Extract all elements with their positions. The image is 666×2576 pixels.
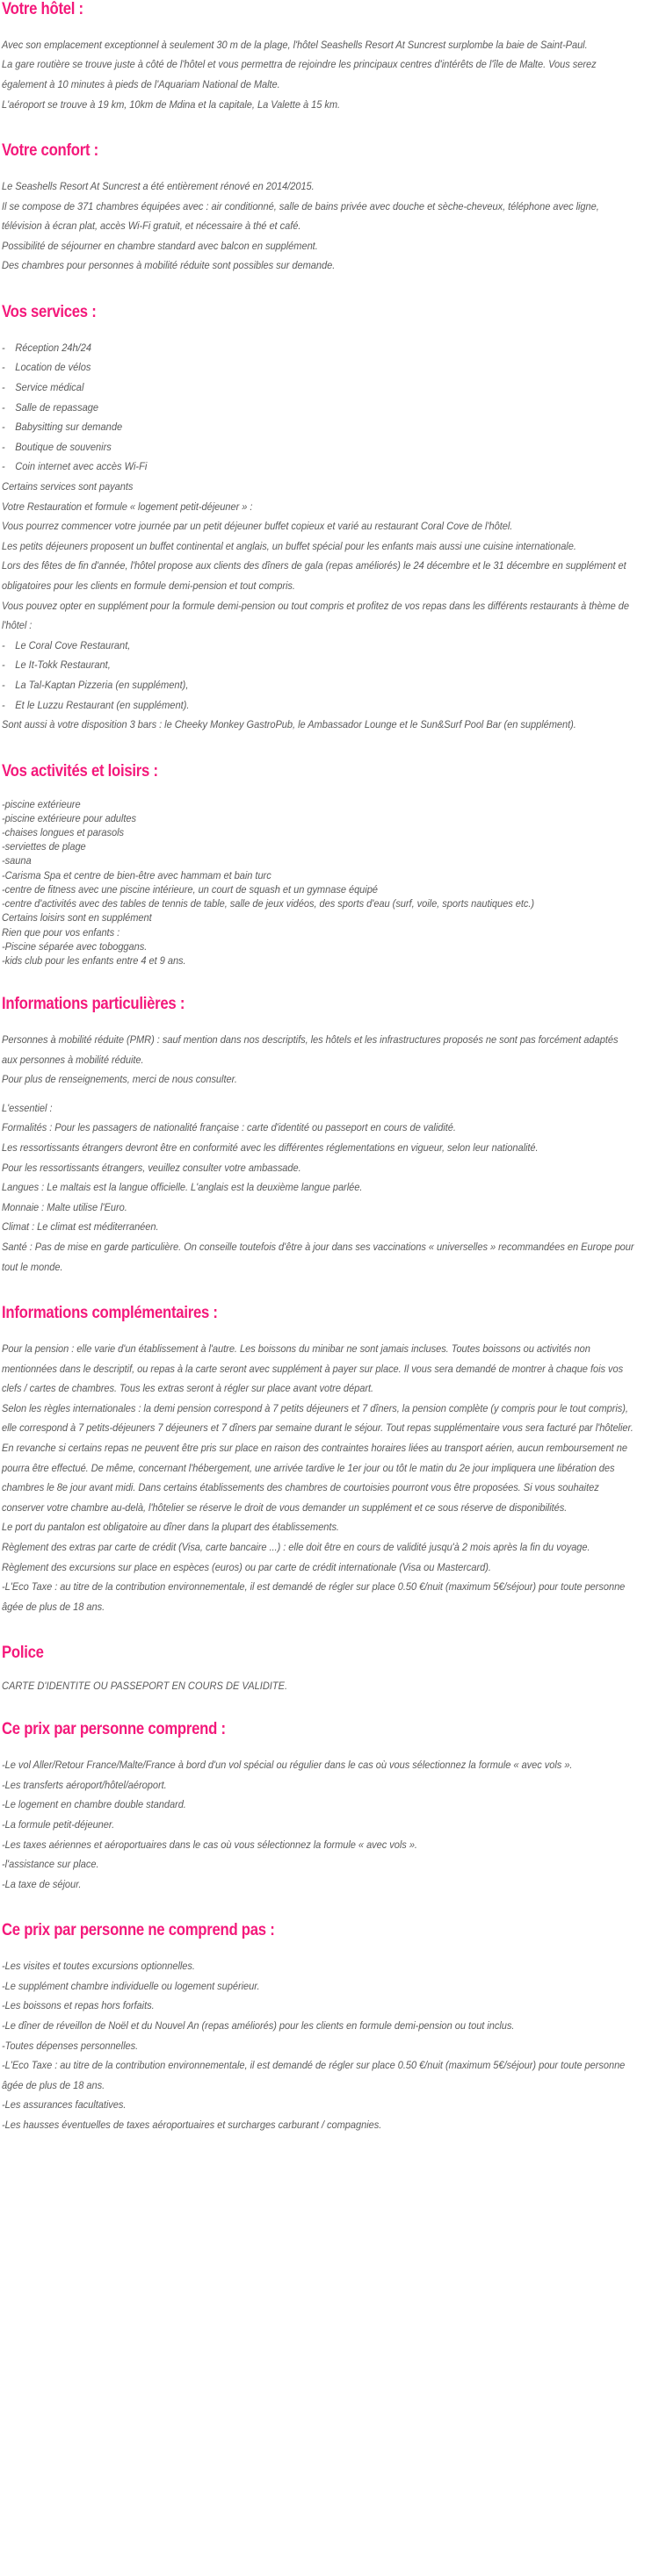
prix-ne-comprend-pas-item-1: -Les visites et toutes excursions optionnelles. [2, 1961, 195, 1973]
list-item [2, 339, 634, 359]
prix-comprend-item-3: -Le logement en chambre double standard. [2, 1799, 186, 1811]
services-restauration-p1: Vous pourrez commencer votre journée par un petit déjeuner buffet copieux et varié au restaurant Coral Cove de l'hôtel. [2, 521, 513, 533]
complementaires-excursions: Règlement des excursions sur place en espèces (euros) ou par carte de crédit internationale (Visa ou Mastercard). [2, 1561, 491, 1573]
list-item-label: Réception 24h/24 [15, 342, 92, 354]
spacer [2, 736, 664, 762]
prix-ne-comprend-pas-item-6: -L'Eco Taxe : au titre de la contribution environnementale, il est demandé de régler sur place 0.50 €/nuit (maximum 5€/séjour) pour toute personne âgée de plus de 18 ans. [2, 2060, 626, 2091]
pmr-renseignements: Pour plus de renseignements, merci de nous consulter. [2, 1074, 237, 1086]
list-item-label: Le Coral Cove Restaurant, [15, 639, 131, 651]
list-item [2, 378, 634, 399]
list-item-label: Le It-Tokk Restaurant, [15, 659, 111, 672]
section-title-informations-particulieres: Informations particulières : [2, 995, 185, 1014]
essentiel-ressortissants: Les ressortissants étrangers devront être en conformité avec les différentes réglementations en vigueur, selon leur nationalité. [2, 1142, 539, 1155]
spacer [2, 1090, 664, 1099]
dash-bullet-icon: - [2, 461, 5, 473]
spacer [2, 161, 664, 177]
spacer [2, 19, 664, 36]
confort-paragraph-1: Le Seashells Resort At Suncrest a été entièrement rénové en 2014/2015. [2, 181, 315, 193]
activites-line-3: -chaises longues et parasols [2, 827, 124, 839]
spacer [2, 1739, 664, 1756]
section-title-police: Police [2, 1644, 44, 1663]
list-item [2, 656, 634, 676]
activites-line-4: -serviettes de plage [2, 841, 86, 853]
dash-bullet-icon: - [2, 639, 5, 651]
list-item-label: Salle de repassage [15, 401, 99, 414]
essentiel-langues: Langues : Le maltais est la langue officielle. L'anglais est la deuxième langue parlée. [2, 1182, 363, 1194]
prix-comprend-item-5: -Les taxes aériennes et aéroportuaires dans le cas où vous sélectionnez la formule « avec vols ». [2, 1838, 417, 1851]
list-item-label: La Tal-Kaptan Pizzeria (en supplément), [15, 679, 189, 691]
essentiel-heading: L'essentiel : [2, 1102, 53, 1114]
prix-ne-comprend-pas-item-7: -Les assurances facultatives. [2, 2099, 127, 2112]
spacer [2, 1694, 664, 1720]
section-title-prix-ne-comprend-pas: Ce prix par personne ne comprend pas : [2, 1921, 275, 1940]
spacer [2, 1895, 664, 1921]
section-title-hotel: Votre hôtel : [2, 0, 83, 18]
spacer [2, 1940, 664, 1957]
list-item-label: Location de vélos [15, 362, 91, 374]
police-text: CARTE D'IDENTITE OU PASSEPORT EN COURS DE VALIDITE. [2, 1680, 288, 1693]
dash-bullet-icon: - [2, 342, 5, 354]
activites-line-1: -piscine extérieure [2, 798, 81, 810]
dash-bullet-icon: - [2, 699, 5, 711]
essentiel-formalites: Formalités : Pour les passagers de nationalité française : carte d'identité ou passeport en cours de validité. [2, 1122, 456, 1134]
list-item [2, 358, 634, 378]
services-restauration-p2: Les petits déjeuners proposent un buffet continental et anglais, un buffet spécial pour les enfants mais aussi une cuisine internationale. [2, 540, 576, 552]
list-item-label: Boutique de souvenirs [15, 441, 112, 453]
activites-line-10: Rien que pour vos enfants : [2, 926, 120, 939]
list-item [2, 418, 634, 438]
dash-bullet-icon: - [2, 421, 5, 434]
prix-ne-comprend-pas-item-4: -Le dîner de réveillon de Noël et du Nouvel An (repas améliorés) pour les clients en formule demi-pension ou tout inclus. [2, 2020, 515, 2033]
services-restauration-heading: Votre Restauration et formule « logement petit-déjeuner » : [2, 500, 253, 513]
activites-line-9: Certains loisirs sont en supplément [2, 912, 152, 925]
dash-bullet-icon: - [2, 362, 5, 374]
list-item [2, 457, 634, 478]
hotel-paragraph-1: Avec son emplacement exceptionnel à seulement 30 m de la plage, l'hôtel Seashells Resort At Suncrest surplombe la baie de Saint-Paul. [2, 39, 588, 51]
spacer [2, 322, 664, 339]
complementaires-eco-taxe: -L'Eco Taxe : au titre de la contribution environnementale, il est demandé de régler sur place 0.50 €/nuit (maximum 5€/séjour) pour toute personne âgée de plus de 18 ans. [2, 1581, 626, 1613]
activites-line-6: -Carisma Spa et centre de bien-être avec hammam et bain turc [2, 869, 271, 881]
spacer [2, 781, 664, 798]
section-title-informations-complementaires: Informations complémentaires : [2, 1304, 218, 1323]
prix-comprend-item-7: -La taxe de séjour. [2, 1878, 82, 1890]
list-item [2, 637, 634, 657]
dash-bullet-icon: - [2, 679, 5, 691]
prix-comprend-item-6: -l'assistance sur place. [2, 1859, 99, 1871]
essentiel-sante: Santé : Pas de mise en garde particulière. On conseille toutefois d'être à jour dans ses vaccinations « universelles » recommandées en Europe pour tout le monde. [2, 1241, 634, 1273]
list-item-label: Babysitting sur demande [15, 421, 123, 434]
essentiel-ambassade: Pour les ressortissants étrangers, veuillez consulter votre ambassade. [2, 1162, 301, 1174]
spacer [2, 1617, 664, 1644]
list-item [2, 676, 634, 696]
services-restauration-p3: Lors des fêtes de fin d'année, l'hôtel propose aux clients des dîners de gala (repas améliorés) le 24 décembre et le 31 décembre en supplément et obligatoires pour les clients en formule demi-pension et tout compris. [2, 560, 626, 592]
dash-bullet-icon: - [2, 401, 5, 414]
spacer [2, 1663, 664, 1680]
services-bars: Sont aussi à votre disposition 3 bars : le Cheeky Monkey GastroPub, le Ambassador Lounge et le Sun&Surf Pool Bar (en supplément). [2, 719, 576, 731]
complementaires-extras-carte: Règlement des extras par carte de crédit (Visa, carte bancaire ...) : elle doit être en cours de validité jusqu'à 2 mois après la fin du voyage. [2, 1541, 590, 1553]
activites-line-7: -centre de fitness avec une piscine intérieure, un court de squash et un gymnase équipé [2, 883, 378, 896]
hotel-paragraph-2: La gare routière se trouve juste à côté de l'hôtel et vous permettra de rejoindre les principaux centres d'intérêts de l'île de Malte. Vous serez également à 10 minutes à pieds de l'Aquariam National de Malte. [2, 59, 597, 91]
services-note-payants: Certains services sont payants [2, 481, 134, 493]
complementaires-pantalon: Le port du pantalon est obligatoire au dîner dans la plupart des établissements. [2, 1522, 339, 1534]
spacer [2, 277, 664, 303]
list-item [2, 399, 634, 419]
prix-ne-comprend-pas-item-5: -Toutes dépenses personnelles. [2, 2040, 139, 2052]
list-item-label: Service médical [15, 382, 84, 394]
prix-comprend-item-1: -Le vol Aller/Retour France/Malte/France à bord d'un vol spécial ou régulier dans le cas où vous sélectionnez la formule « avec vols ». [2, 1759, 573, 1772]
section-title-services: Vos services : [2, 303, 97, 322]
prix-ne-comprend-pas-item-8: -Les hausses éventuelles de taxes aéroportuaires et surcharges carburant / compagnies. [2, 2119, 382, 2131]
list-item-label: Coin internet avec accès Wi-Fi [15, 461, 148, 473]
spacer [2, 968, 664, 995]
spacer [2, 1323, 664, 1340]
dash-bullet-icon: - [2, 659, 5, 672]
section-title-activites: Vos activités et loisirs : [2, 761, 158, 781]
complementaires-regles: Selon les règles internationales : la demi pension correspond à 7 petits déjeuners et 7 dîners, la pension complète (y compris pour le tout compris), elle correspond à 7 petits-déjeuners 7 déjeuners et 7 dîners par semaine durant le séjour. Tout repas supplémentaire vous sera facturé par l'hôtelier. En revanche si certains repas ne peuvent être pris sur place en raison des contraintes horaires liées au transport aérien, aucun remboursement ne pourra être effectué. De même, concernant l'hébergement, une arrivée tardive le 1er jour ou tôt le matin du 2e jour impliquera une libération des chambres le 8e jour avant midi. Dans certains établissements des chambres de courtoisies pourront vous être proposées. Si vous souhaitez conserver votre chambre au-delà, l'hôtelier se réserve le droit de vous demander un supplément et ce sous réserve de disponibilités. [2, 1402, 633, 1514]
spacer [2, 1014, 664, 1031]
essentiel-climat: Climat : Le climat est méditerranéen. [2, 1221, 159, 1234]
confort-paragraph-2: Il se compose de 371 chambres équipées avec : air conditionné, salle de bains privée avec douche et sèche-cheveux, téléphone avec ligne, télévision à écran plat, accès Wi-Fi gratuit, et nécessaire à thé et café. [2, 200, 599, 233]
list-item [2, 696, 634, 716]
spacer [2, 115, 664, 141]
dash-bullet-icon: - [2, 382, 5, 394]
activites-line-11: -Piscine séparée avec toboggans. [2, 940, 148, 953]
pmr-paragraph: Personnes à mobilité réduite (PMR) : sauf mention dans nos descriptifs, les hôtels et les infrastructures proposés ne sont pas forcément adaptés aux personnes à mobilité réduite. [2, 1034, 619, 1066]
prix-ne-comprend-pas-item-3: -Les boissons et repas hors forfaits. [2, 2000, 155, 2012]
activites-line-12: -kids club pour les enfants entre 4 et 9 ans. [2, 955, 186, 967]
list-item-label: Et le Luzzu Restaurant (en supplément). [15, 699, 190, 711]
hotel-paragraph-3: L'aéroport se trouve à 19 km, 10km de Mdina et la capitale, La Valette à 15 km. [2, 98, 341, 111]
spacer [2, 1277, 664, 1304]
activites-line-5: -sauna [2, 855, 32, 867]
prix-ne-comprend-pas-item-2: -Le supplément chambre individuelle ou logement supérieur. [2, 1980, 260, 1992]
section-title-confort: Votre confort : [2, 141, 98, 161]
essentiel-monnaie: Monnaie : Malte utilise l'Euro. [2, 1201, 127, 1213]
services-restauration-p4: Vous pouvez opter en supplément pour la formule demi-pension ou tout compris et profitez de vos repas dans les différents restaurants à thème de l'hôtel : [2, 600, 630, 632]
dash-bullet-icon: - [2, 441, 5, 453]
activites-line-2: -piscine extérieure pour adultes [2, 812, 136, 824]
confort-paragraph-3: Possibilité de séjourner en chambre standard avec balcon en supplément. [2, 240, 318, 252]
section-title-prix-comprend: Ce prix par personne comprend : [2, 1720, 226, 1739]
activites-line-8: -centre d'activités avec des tables de tennis de table, salle de jeux vidéos, des sports d'eau (surf, voile, sports nautiques etc.) [2, 898, 535, 910]
prix-comprend-item-4: -La formule petit-déjeuner. [2, 1819, 115, 1831]
complementaires-pension: Pour la pension : elle varie d'un établissement à l'autre. Les boissons du minibar ne sont jamais incluses. Toutes boissons ou activités non mentionnées dans le descriptif, ou repas à la carte seront avec supplément à payer sur place. Il vous sera demandé de montrer à chaque fois vos clefs / cartes de chambres. Tous les extras seront à régler sur place avant votre départ. [2, 1343, 624, 1395]
list-item [2, 438, 634, 458]
prix-comprend-item-2: -Les transferts aéroport/hôtel/aéroport. [2, 1779, 167, 1791]
confort-paragraph-4: Des chambres pour personnes à mobilité réduite sont possibles sur demande. [2, 260, 336, 272]
